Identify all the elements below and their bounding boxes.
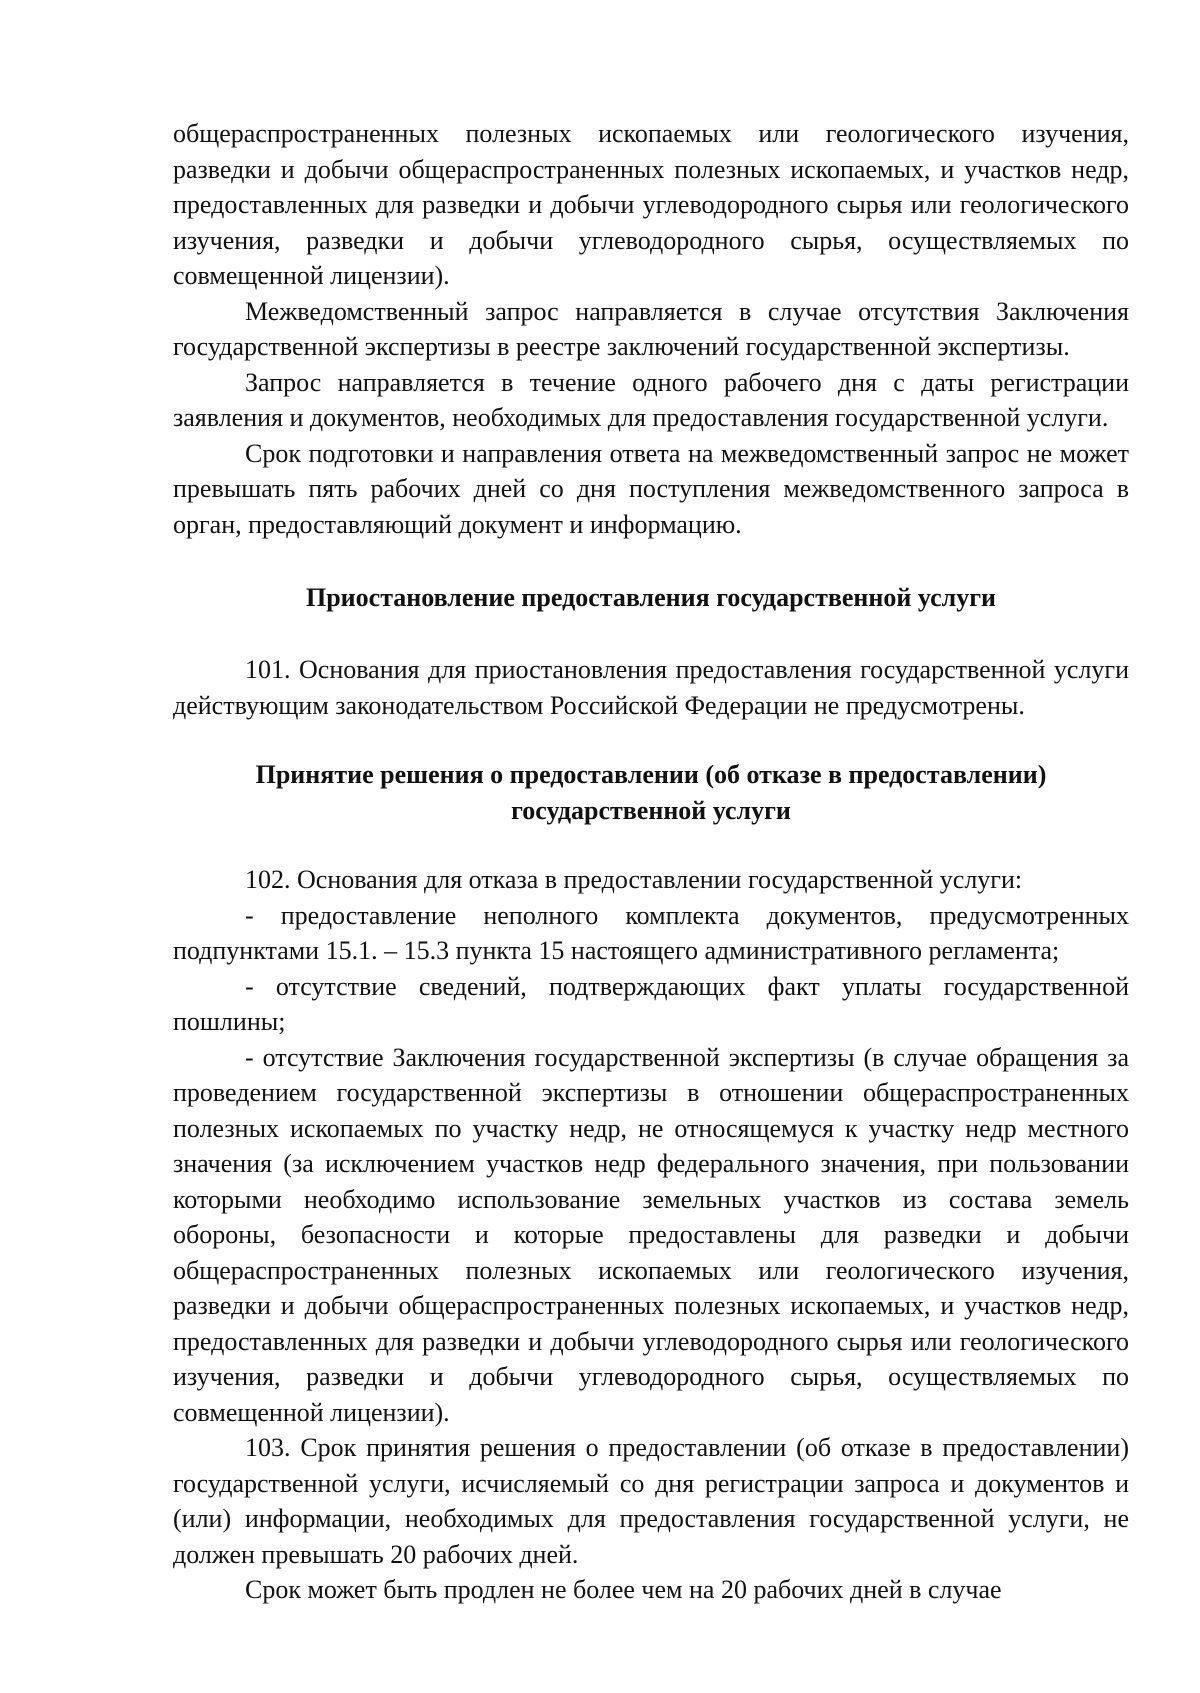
heading-decision-line-1: Принятие решения о предоставлении (об отказе в предоставлении)	[255, 760, 1047, 789]
paragraph-102: 102. Основания для отказа в предоставлении государственной услуги:	[245, 865, 1023, 894]
text-block-101	[173, 652, 1129, 723]
list-item-no-expert-conclusion: - отсутствие Заключения государственной экспертизы (в случае обращения за проведением государственной экспертизы в отношении общераспространенных полезных ископаемых по участку недр, не относящемуся к участку недр местного значения (за исключением участков недр федерального значения, при пользовании которыми необходимо использование земельных участков из состава земель обороны, безопасности и которые предоставлены для разведки и добычи общераспространенных полезных ископаемых или геологического изучения, разведки и добычи общераспространенных полезных ископаемых, и участков недр, предоставленных для разведки и добычи углеводородного сырья или геологического изучения, разведки и добычи углеводородного сырья, осуществляемых по совмещенной лицензии).	[173, 1042, 1129, 1427]
continuation-paragraph: общераспространенных полезных ископаемых или геологического изучения, разведки и добычи общераспространенных полезных ископаемых, и участков недр, предоставленных для разведки и добычи углеводородного сырья или геологического изучения, разведки и добычи углеводородного сырья, осуществляемых по совмещенной лицензии).	[173, 119, 1129, 290]
paragraph-request-timing: Запрос направляется в течение одного рабочего дня с даты регистрации заявления и документов, необходимых для предоставления государственной услуги.	[173, 367, 1129, 432]
paragraph-response-deadline: Срок подготовки и направления ответа на межведомственный запрос не может превышать пять рабочих дней со дня поступления межведомственного запроса в орган, предоставляющий документ и информацию.	[173, 438, 1129, 539]
heading-decision-line-2: государственной услуги	[511, 795, 791, 825]
paragraph-101: 101. Основания для приостановления предоставления государственной услуги действующим законодательством Российской Федерации не предусмотрены.	[173, 655, 1129, 720]
paragraph-103: 103. Срок принятия решения о предоставлении (об отказе в предоставлении) государственной услуги, исчисляемый со дня регистрации запроса и документов и (или) информации, необходимых для предоставления государственной услуги, не должен превышать 20 рабочих дней.	[173, 1433, 1129, 1569]
paragraph-extension: Срок может быть продлен не более чем на 20 рабочих дней в случае	[245, 1575, 1002, 1604]
list-item-incomplete-documents: - предоставление неполного комплекта документов, предусмотренных подпунктами 15.1. – 15.3 пункта 15 настоящего административного регламента;	[173, 900, 1129, 965]
text-block-intro	[173, 116, 1129, 542]
paragraph-interagency-request: Межведомственный запрос направляется в случае отсутствия Заключения государственной экспертизы в реестре заключений государственной экспертизы.	[173, 296, 1129, 361]
section-heading-suspension: Приостановление предоставления государственной услуги	[305, 583, 996, 612]
text-block-102-103	[173, 862, 1129, 1608]
list-item-no-fee-payment: - отсутствие сведений, подтверждающих факт уплаты государственной пошлины;	[173, 971, 1129, 1036]
section-heading-decision	[173, 757, 1129, 828]
